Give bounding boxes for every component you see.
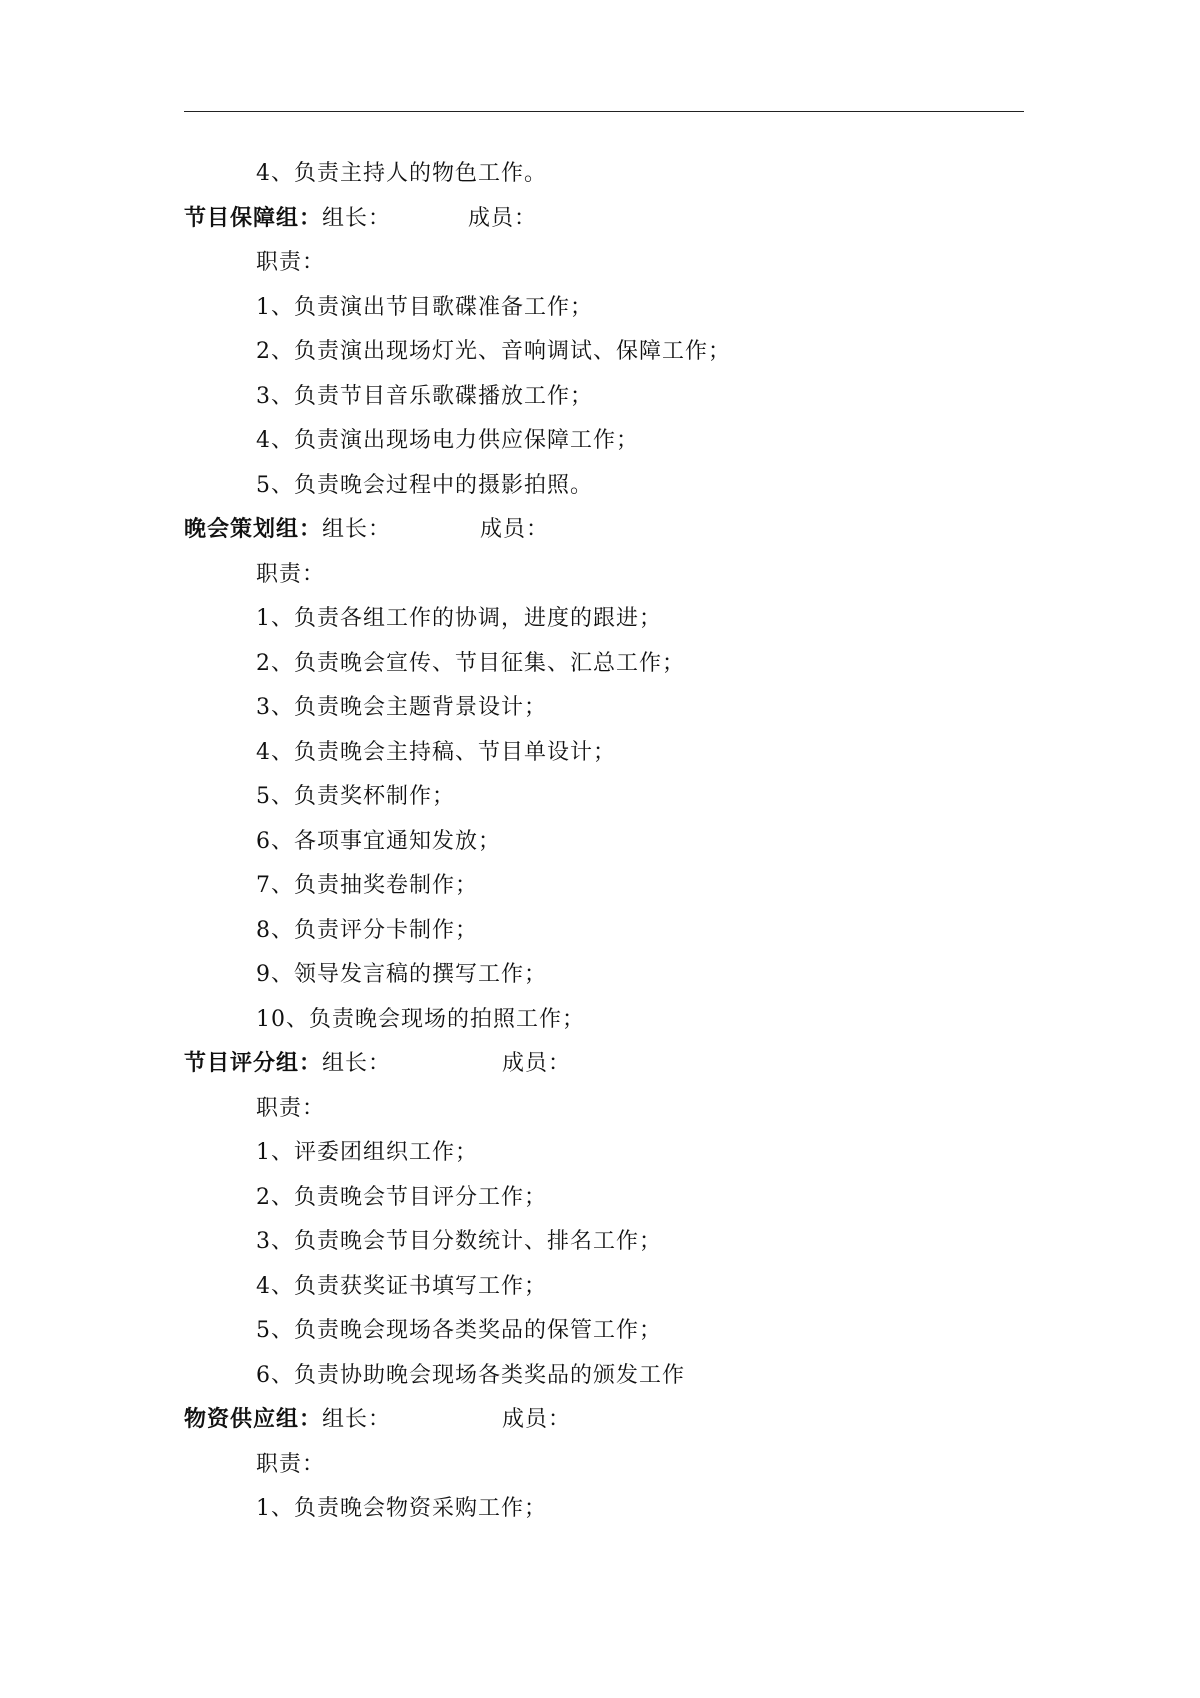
duty-item: 3、负责晚会主题背景设计； — [256, 695, 547, 720]
group-members-label: 成员： — [502, 1407, 572, 1432]
duties-label: 职责： — [256, 561, 326, 587]
duty-item: 8、负责评分卡制作； — [256, 917, 478, 943]
group-leader-label: 组长： — [322, 1407, 392, 1432]
duties-label: 职责： — [256, 1095, 326, 1121]
duty-item: 3、负责晚会节目分数统计、排名工作； — [256, 1229, 662, 1254]
duty-item: 5、负责晚会过程中的摄影拍照。 — [256, 472, 593, 498]
duty-item: 2、负责演出现场灯光、音响调试、保障工作； — [256, 339, 731, 364]
duty-item: 1、负责各组工作的协调，进度的跟进； — [256, 606, 662, 631]
duty-item: 6、各项事宜通知发放； — [256, 828, 501, 854]
duty-item: 10、负责晚会现场的拍照工作； — [256, 1006, 585, 1032]
group-name: 节目评分组： — [184, 1051, 323, 1076]
group-name: 物资供应组： — [184, 1407, 323, 1432]
duty-item: 2、负责晚会宣传、节目征集、汇总工作； — [256, 650, 685, 676]
group-name: 节目保障组： — [184, 205, 323, 231]
duty-item: 6、负责协助晚会现场各类奖品的颁发工作 — [256, 1362, 685, 1388]
group-name: 晚会策划组： — [184, 517, 323, 542]
duty-item: 1、负责演出节目歌碟准备工作； — [256, 294, 593, 320]
duty-item: 5、负责奖杯制作； — [256, 784, 455, 809]
group-members-label: 成员： — [502, 1051, 572, 1076]
group-members-label: 成员： — [480, 517, 550, 542]
group-members-label: 成员： — [468, 205, 538, 231]
duty-item: 1、评委团组织工作； — [256, 1140, 478, 1165]
intro-item: 4、负责主持人的物色工作。 — [256, 161, 547, 186]
group-heading — [184, 1398, 1044, 1443]
duty-item: 4、负责演出现场电力供应保障工作； — [256, 428, 639, 453]
duty-item: 5、负责晚会现场各类奖品的保管工作； — [256, 1318, 662, 1343]
duty-item: 4、负责获奖证书填写工作； — [256, 1273, 547, 1299]
group-leader-label: 组长： — [322, 1051, 392, 1076]
duty-item: 9、领导发言稿的撰写工作； — [256, 962, 547, 987]
duty-item: 1、负责晚会物资采购工作； — [256, 1496, 547, 1521]
duty-item: 4、负责晚会主持稿、节目单设计； — [256, 739, 616, 765]
duty-item: 2、负责晚会节目评分工作； — [256, 1184, 547, 1210]
document-body — [184, 152, 1044, 1532]
duty-item: 7、负责抽奖卷制作； — [256, 873, 478, 898]
group-heading — [184, 1042, 1044, 1087]
group-leader-label: 组长： — [322, 517, 392, 542]
group-heading — [184, 197, 1044, 242]
duties-label: 职责： — [256, 250, 326, 275]
duties-label: 职责： — [256, 1451, 326, 1477]
group-heading — [184, 508, 1044, 553]
group-leader-label: 组长： — [322, 205, 392, 231]
duty-item: 3、负责节目音乐歌碟播放工作； — [256, 383, 593, 409]
header-rule — [184, 111, 1024, 112]
